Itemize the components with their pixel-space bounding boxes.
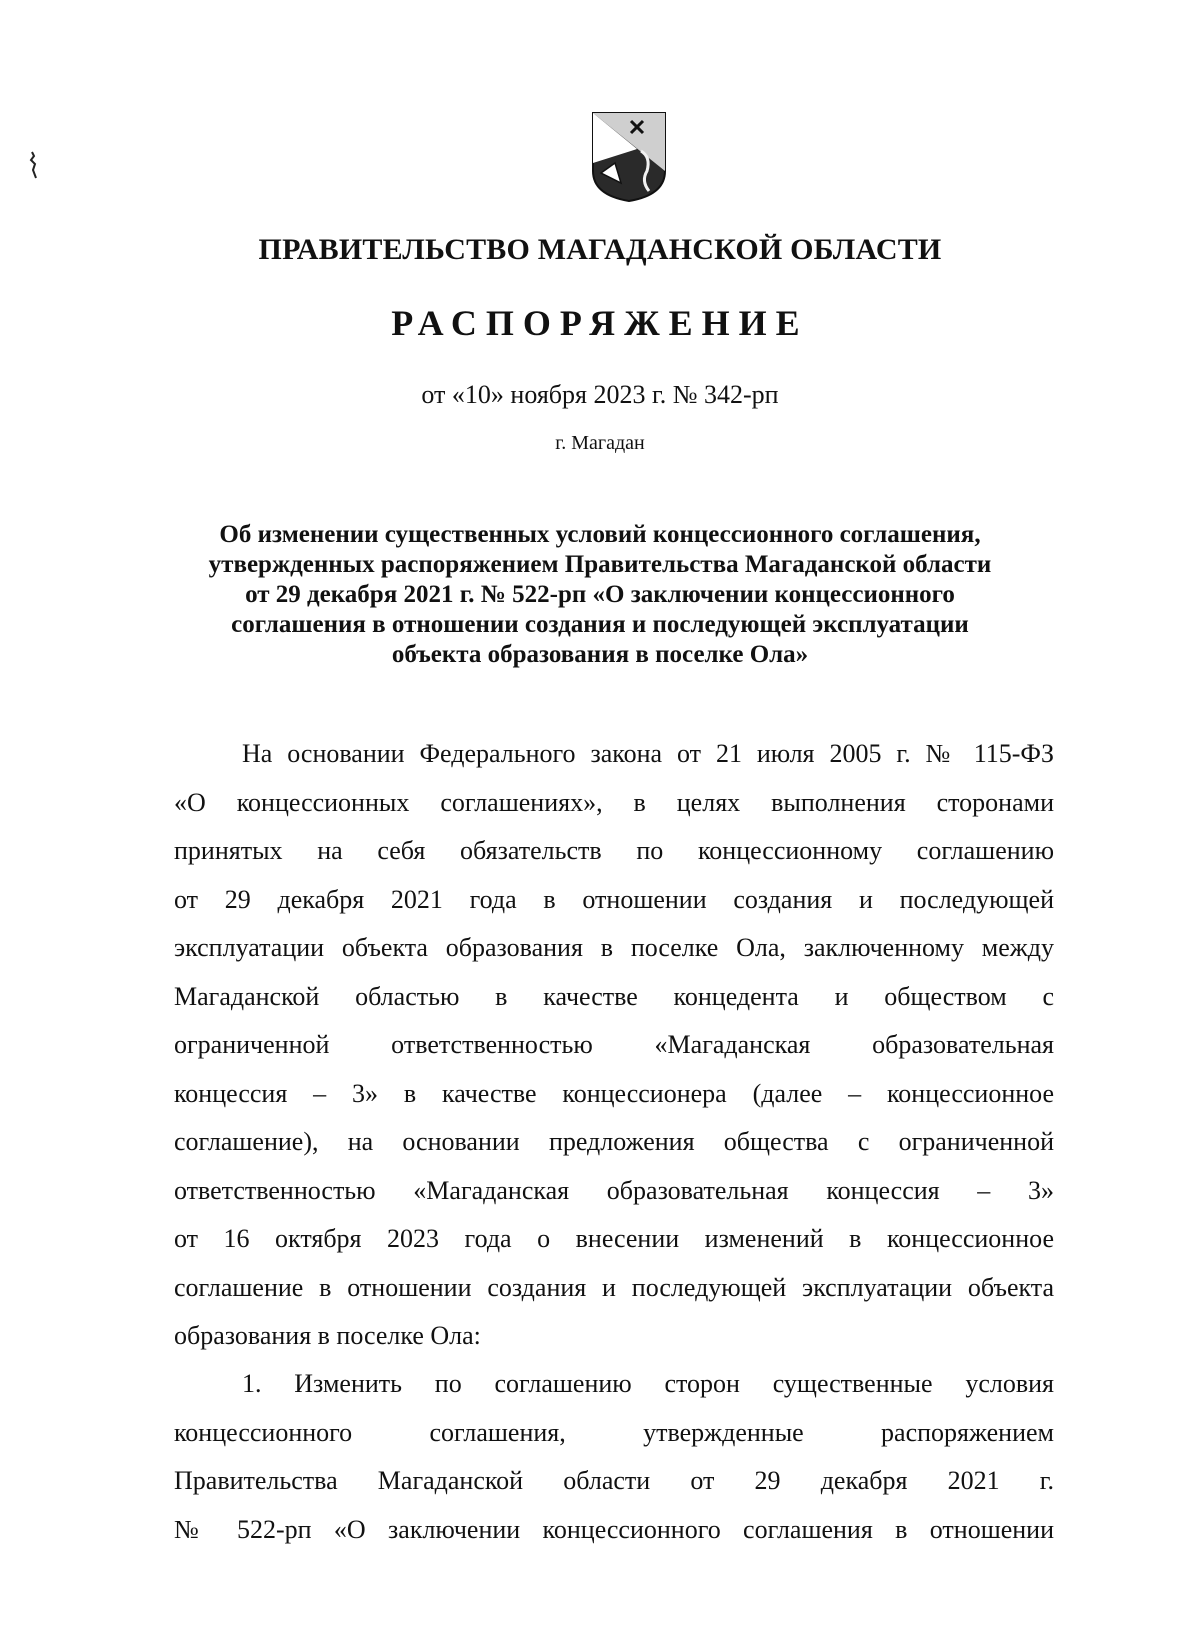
subject-line: Об изменении существенных условий концессионного соглашения,: [219, 521, 981, 548]
document-subject: [150, 520, 1050, 670]
body-line: соглашение), на основании предложения общества с ограниченной: [174, 1127, 1054, 1156]
body-line: 1. Изменить по соглашению сторон существенные условия: [242, 1369, 1054, 1398]
government-title: ПРАВИТЕЛЬСТВО МАГАДАНСКОЙ ОБЛАСТИ: [258, 233, 942, 266]
body-line: от 16 октября 2023 года о внесении изменений в концессионное: [174, 1224, 1054, 1253]
subject-line: утвержденных распоряжением Правительства Магаданской области: [208, 551, 992, 578]
scan-artifact-mark: [28, 150, 38, 180]
body-line: № 522-рп «О заключении концессионного соглашения в отношении: [174, 1514, 1054, 1544]
document-type-title: РАСПОРЯЖЕНИЕ: [391, 303, 809, 343]
body-line: образования в поселке Ола:: [174, 1321, 481, 1350]
body-paragraph-item-1: [174, 1360, 1054, 1554]
body-line: Правительства Магаданской области от 29 декабря 2021 г.: [174, 1466, 1054, 1495]
subject-line: соглашения в отношении создания и последующей эксплуатации: [231, 611, 969, 638]
body-paragraph-preamble: [174, 730, 1054, 1361]
coat-of-arms-emblem: [591, 111, 667, 203]
body-line: На основании Федерального закона от 21 июля 2005 г. № 115-ФЗ: [242, 739, 1054, 768]
document-place: г. Магадан: [555, 432, 645, 454]
body-line: ответственностью «Магаданская образовательная концессия – 3»: [174, 1175, 1054, 1205]
body-line: концессия – 3» в качестве концессионера (далее – концессионное: [174, 1078, 1054, 1108]
document-date-number: от «10» ноября 2023 г. № 342-рп: [421, 380, 779, 409]
body-line: ограниченной ответственностью «Магаданская образовательная: [174, 1030, 1054, 1059]
body-line: «О концессионных соглашениях», в целях выполнения сторонами: [174, 787, 1054, 817]
body-line: концессионного соглашения, утвержденные распоряжением: [174, 1417, 1054, 1447]
body-line: соглашение в отношении создания и последующей эксплуатации объекта: [174, 1272, 1054, 1302]
subject-line: от 29 декабря 2021 г. № 522-рп «О заключении концессионного: [245, 581, 955, 608]
body-line: эксплуатации объекта образования в поселке Ола, заключенному между: [174, 933, 1054, 962]
body-line: принятых на себя обязательств по концессионному соглашению: [174, 836, 1054, 865]
subject-line: объекта образования в поселке Ола»: [391, 641, 809, 668]
body-line: от 29 декабря 2021 года в отношении создания и последующей: [174, 884, 1054, 914]
body-line: Магаданской областью в качестве концедента и обществом с: [174, 981, 1054, 1011]
